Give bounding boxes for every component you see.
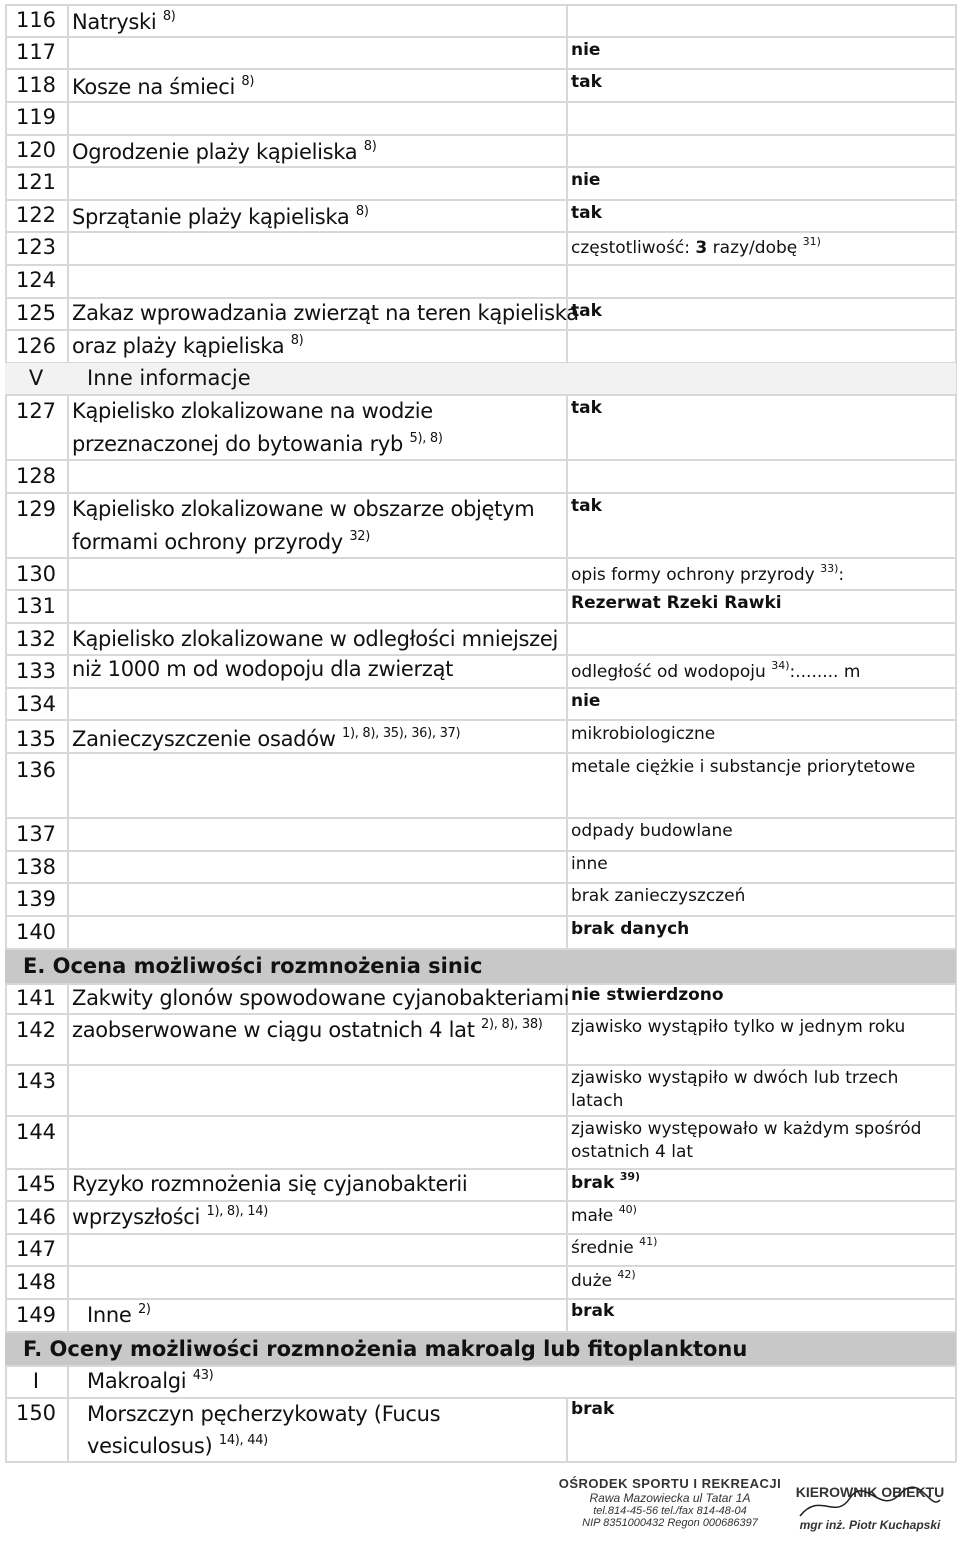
row-number: 144 [15,1120,57,1144]
row-description: Makroalgi $^{43)}$ [87,1368,214,1393]
grid-line [566,4,568,950]
row-value: odległość od wodopoju $^{34)}$:........ m [571,659,861,682]
grid-line [5,1064,956,1066]
grid-line [5,589,956,591]
row-value: tak [571,72,602,92]
grid-line [566,1397,568,1462]
row-number: 118 [15,73,57,97]
row-number: 143 [15,1069,57,1093]
row-value: zjawisko wystąpiło w dwóch lub trzech [571,1068,899,1088]
row-value: brak [571,1301,615,1321]
row-value: duże $^{42)}$ [571,1268,636,1291]
stamp-line: tel.814-45-56 tel./fax 814-48-04 [593,1505,747,1517]
grid-line [5,1115,956,1117]
row-description: przeznaczonej do bytowania ryb $^{5), 8)}$ [72,431,443,456]
grid-line [67,1365,69,1462]
grid-line [5,1233,956,1235]
row-number: 126 [15,334,57,358]
row-description: Sprzątanie plaży kąpieliska $^{8)}$ [72,204,369,229]
row-value: brak danych [571,919,690,939]
row-value: zjawisko wystąpiło tylko w jednym roku [571,1017,906,1037]
grid-line [955,4,957,1462]
row-number: 133 [15,659,57,683]
row-description: Natryski $^{8)}$ [72,9,176,34]
row-number: 135 [15,727,57,751]
row-value: tak [571,398,602,418]
row-description: vesiculosus) $^{14), 44)}$ [87,1433,268,1458]
row-value: nie [571,691,601,711]
row-description: Morszczyn pęcherzykowaty (Fucus [87,1402,441,1426]
grid-line [5,882,956,884]
grid-line [5,557,956,559]
row-value: metale ciężkie i substancje priorytetowe [571,757,916,777]
grid-line [5,915,956,917]
row-number: 149 [15,1303,57,1327]
stamp-line: KIEROWNIK OBIEKTU [795,1484,945,1500]
row-description: Inne $^{2)}$ [87,1302,151,1327]
row-value: częstotliwość: 3 razy/dobę $^{31)}$ [571,235,821,258]
row-value: nie [571,40,601,60]
row-number: 148 [15,1270,57,1294]
row-description: Kąpielisko zlokalizowane w obszarze objętym [72,497,535,521]
row-value: brak [571,1399,615,1419]
section-title: Inne informacje [87,366,251,390]
grid-line [5,817,956,819]
row-description: niż 1000 m od wodopoju dla zwierząt [72,657,454,681]
row-description: Zanieczyszczenie osadów $^{1), 8), 35), 36), 37)}$ [72,726,461,751]
grid-line [5,1265,956,1267]
row-number: 124 [15,268,57,292]
row-number: 130 [15,562,57,586]
row-number: 141 [15,986,57,1010]
row-description: oraz plaży kąpieliska $^{8)}$ [72,333,304,358]
row-number: 150 [15,1401,57,1425]
row-number: 132 [15,627,57,651]
section-header [5,1333,956,1365]
row-description: Kosze na śmieci $^{8)}$ [72,74,255,99]
section-number: V [28,366,44,390]
row-description: formami ochrony przyrody $^{32)}$ [72,529,371,554]
row-description: Ryzyko rozmnożenia się cyjanobakterii [72,1172,468,1196]
row-number: 147 [15,1237,57,1261]
row-description: Kąpielisko zlokalizowane w odległości mniejszej [72,627,559,651]
row-description: Ogrodzenie plaży kąpieliska $^{8)}$ [72,139,377,164]
row-number: 142 [15,1018,57,1042]
stamp-line: Rawa Mazowiecka ul Tatar 1A [589,1491,751,1505]
row-value: tak [571,301,602,321]
row-number: 116 [15,8,57,32]
grid-line [5,199,956,201]
row-number: 131 [15,594,57,618]
row-value: opis formy ochrony przyrody $^{33)}$: [571,562,845,585]
grid-line [67,983,69,1333]
stamp-line: NIP 8351000432 Regon 000686397 [582,1517,758,1529]
manager-stamp [790,1484,950,1532]
section-title: F. Oceny możliwości rozmnożenia makroalg lub fitoplanktonu [23,1337,748,1361]
row-number: 125 [15,301,57,325]
row-value: odpady budowlane [571,821,733,841]
row-number: 134 [15,692,57,716]
row-number: 119 [15,105,57,129]
row-description: zaobserwowane w ciągu ostatnich 4 lat $^{2), 8), 38)}$ [72,1017,543,1042]
row-value: ostatnich 4 lat [571,1142,694,1162]
row-value: tak [571,496,602,516]
grid-line [67,4,69,950]
row-value: brak $^{39)}$ [571,1170,641,1193]
row-description: wprzyszłości $^{1), 8), 14)}$ [72,1204,269,1229]
grid-line [5,1461,956,1463]
row-value: Rezerwat Rzeki Rawki [571,593,782,613]
section-number: I [32,1369,40,1393]
row-number: 139 [15,887,57,911]
row-number: 136 [15,758,57,782]
grid-line [5,687,956,689]
row-number: 117 [15,40,57,64]
grid-line [5,850,956,852]
row-description: Zakwity glonów spowodowane cyjanobakteriami [72,986,570,1010]
row-value: mikrobiologiczne [571,724,716,744]
row-number: 121 [15,170,57,194]
row-number: 127 [15,399,57,423]
institution-stamp [555,1476,785,1529]
row-number: 128 [15,464,57,488]
row-number: 129 [15,497,57,521]
row-number: 145 [15,1172,57,1196]
row-value: zjawisko występowało w każdym spośród [571,1119,922,1139]
subsection-header [5,363,956,394]
row-value: tak [571,203,602,223]
grid-line [5,264,956,266]
grid-line [5,134,956,136]
row-description: Zakaz wprowadzania zwierząt na teren kąpieliska [72,301,579,325]
row-value: nie stwierdzono [571,985,724,1005]
row-number: 123 [15,235,57,259]
row-value: latach [571,1091,624,1111]
row-number: 120 [15,138,57,162]
row-number: 146 [15,1205,57,1229]
section-header [5,950,956,983]
grid-line [566,983,568,1333]
row-value: małe $^{40)}$ [571,1203,637,1226]
signature-icon [790,1486,950,1526]
row-value: średnie $^{41)}$ [571,1235,658,1258]
row-number: 140 [15,920,57,944]
stamp-line: mgr inż. Piotr Kuchарski [799,1518,941,1532]
grid-line [5,68,956,70]
row-number: 122 [15,203,57,227]
section-title: E. Ocena możliwości rozmnożenia sinic [23,954,483,978]
row-value: inne [571,854,608,874]
grid-line [5,719,956,721]
row-number: 138 [15,855,57,879]
grid-line [5,459,956,461]
row-number: 137 [15,822,57,846]
row-description: Kąpielisko zlokalizowane na wodzie [72,399,433,423]
grid-line [5,4,956,6]
row-value: brak zanieczyszczeń [571,886,746,906]
row-value: nie [571,170,601,190]
stamp-line: OŚRODEK SPORTU I REKREACJI [558,1476,782,1491]
